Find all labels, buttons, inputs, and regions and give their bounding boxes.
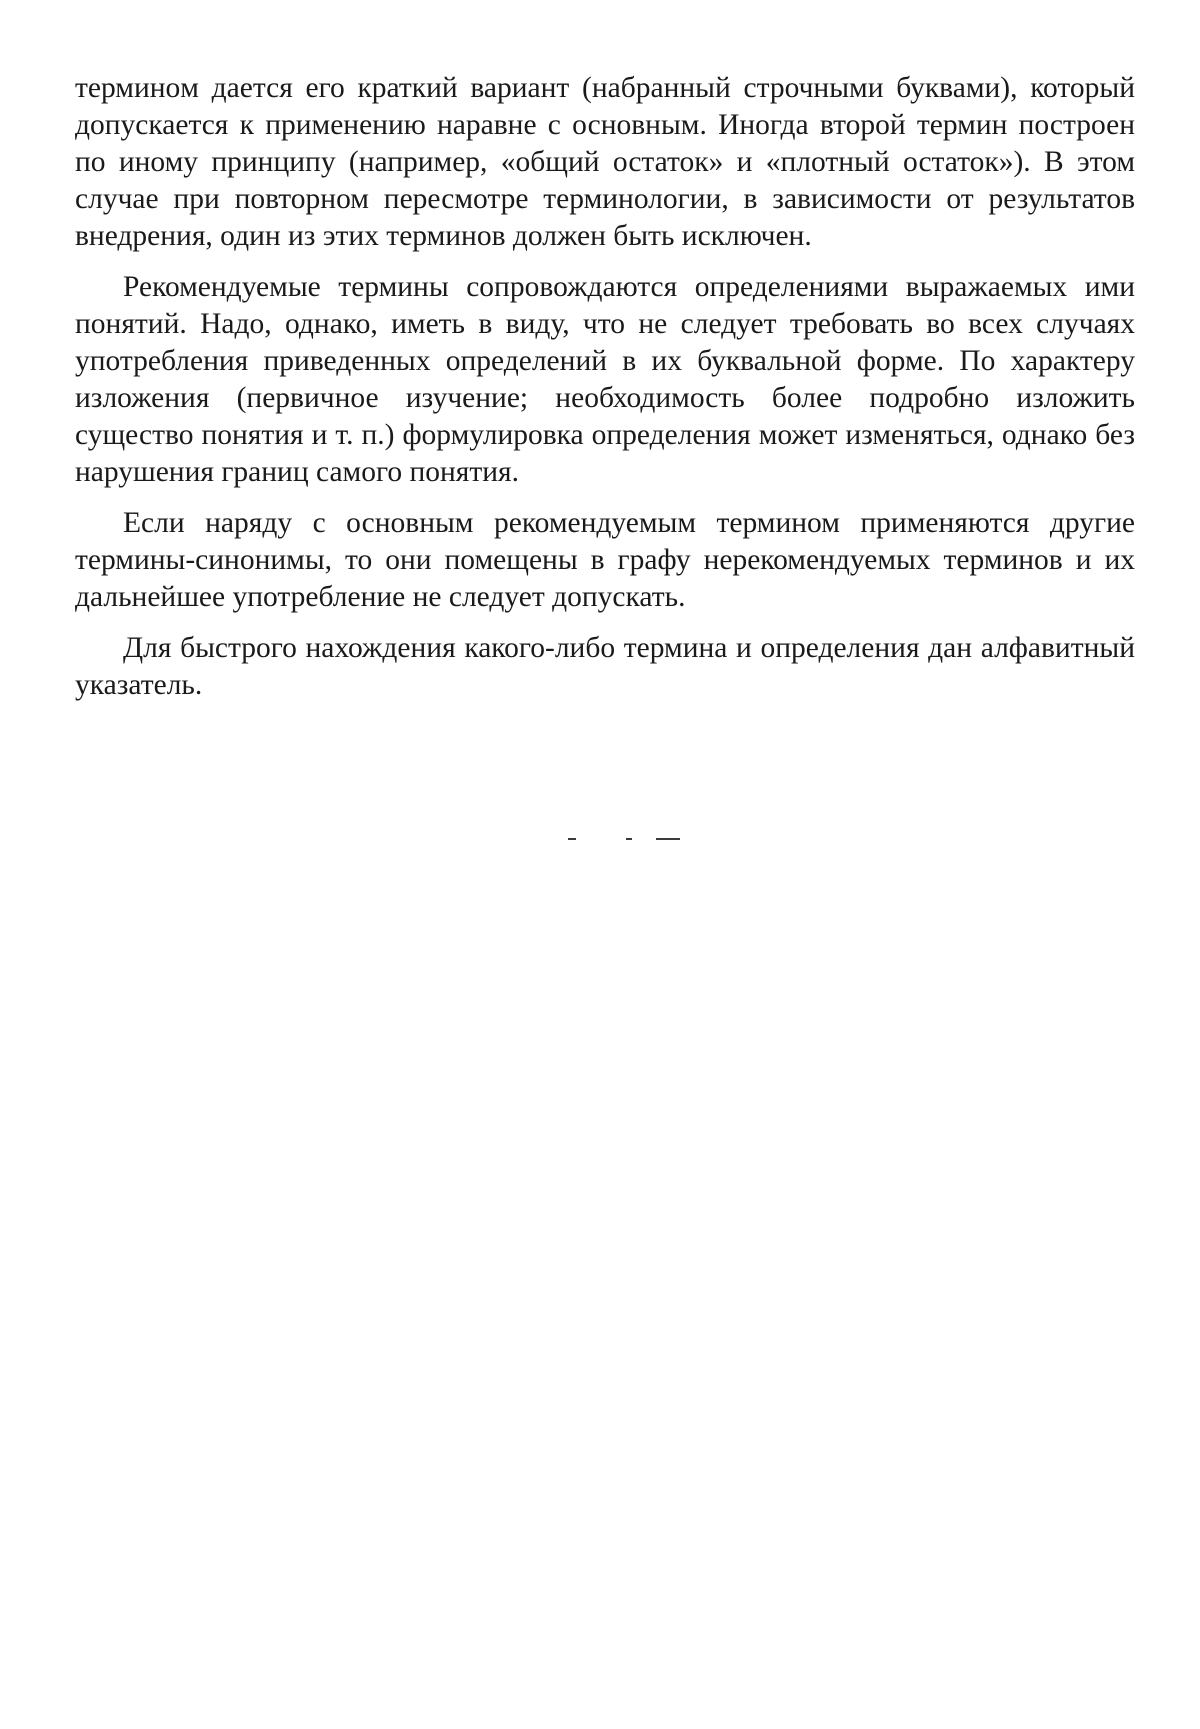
divider-dash xyxy=(568,838,576,840)
divider-dash xyxy=(656,838,680,840)
section-end-divider xyxy=(568,838,680,840)
divider-dash xyxy=(626,838,632,840)
paragraph-synonyms: Если наряду с основным рекомендуемым термином применяются другие термины-синонимы, то они помещены в графу нерекомендуемых терминов и их дальнейшее употребление не следует допускать. xyxy=(75,507,1135,613)
paragraph-definitions: Рекомендуемые термины сопровождаются определениями выражаемых ими понятий. Надо, однако, иметь в виду, что не следует требовать во всех случаях употребления приведенных определений в их буквальной форме. По характеру изложения (первичное изучение; необходимость более подробно изложить существо понятия и т. п.) формулировка определения может изменяться, однако без нарушения границ самого понятия. xyxy=(75,271,1135,488)
paragraph-continuation: терминoм дается его краткий вариант (набранный строчными буквами), который допускается к применению наравне с основным. Иногда второй термин построен по иному принципу (например, «общий остаток» и «плотный остаток»). В этом случае при повторном пересмотре терминологии, в зависимости от результатов внедрения, один из этих терминов должен быть исключен. xyxy=(75,72,1135,252)
document-body xyxy=(75,70,1135,718)
paragraph-index: Для быстрого нахождения какого-либо термина и определения дан алфавитный указатель. xyxy=(75,632,1135,701)
